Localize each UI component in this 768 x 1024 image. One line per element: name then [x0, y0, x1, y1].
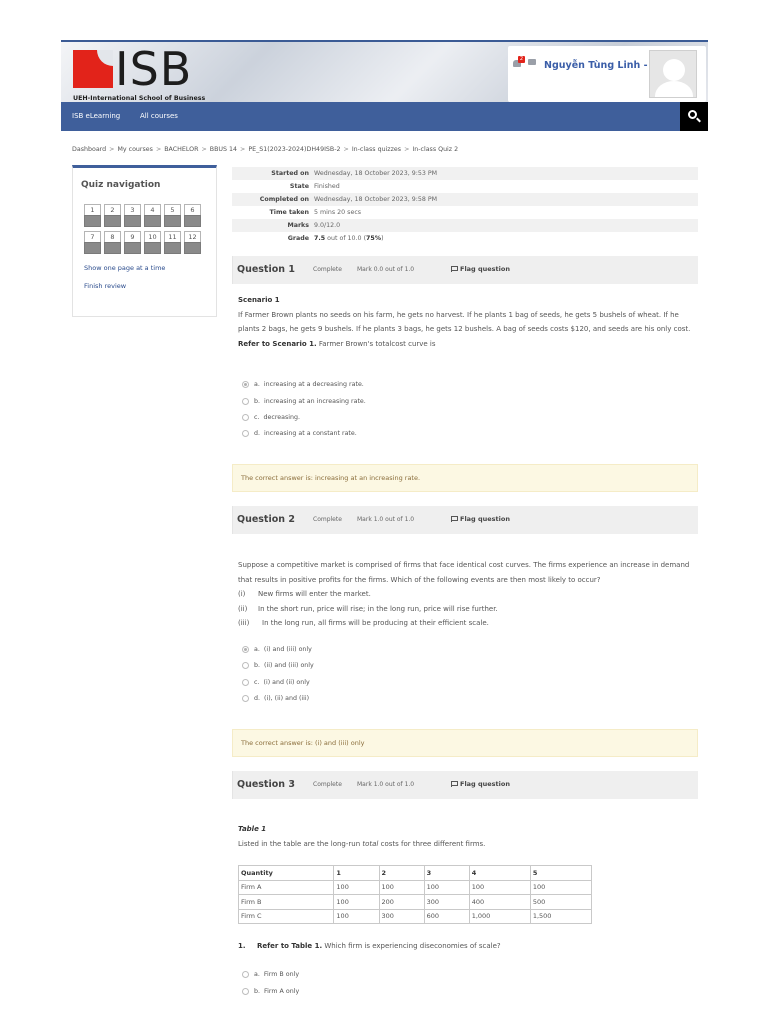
flag-question-button[interactable] [451, 780, 510, 788]
table-header-cell: 3 [424, 866, 469, 881]
summary-label: State [289, 183, 309, 190]
radio[interactable] [242, 695, 249, 702]
summary-row [232, 180, 698, 193]
question-number: 6 [184, 204, 201, 215]
option-text: increasing at a decreasing rate. [263, 381, 364, 388]
grade-value [314, 235, 384, 242]
option-text: (i), (ii) and (iii) [264, 695, 310, 702]
scenario-title: Scenario 1 [238, 296, 280, 304]
table-title: Table 1 [238, 825, 267, 833]
question-number: 1 [84, 204, 101, 215]
quiz-nav-question-10[interactable] [144, 231, 161, 255]
table-cell: 200 [379, 895, 424, 910]
question-state-text: Complete [313, 516, 342, 523]
table-intro-emphasis: total [362, 839, 379, 848]
flag-question-button[interactable] [451, 265, 510, 273]
isb-logo[interactable] [71, 42, 221, 102]
question-3-text [238, 822, 696, 851]
question-2-text [238, 558, 696, 631]
quiz-nav-question-4[interactable] [144, 204, 161, 228]
nav-all-courses[interactable]: All courses [140, 112, 178, 120]
prompt-number: 1. [238, 942, 246, 950]
quiz-nav-question-11[interactable] [164, 231, 181, 255]
statement-item [238, 602, 696, 617]
option-text: increasing at a constant rate. [264, 430, 357, 437]
breadcrumb-bbus[interactable]: BBUS 14 [209, 146, 238, 153]
option-letter: d. [254, 695, 260, 702]
grade-out-of: out of 10.0 ( [325, 235, 367, 242]
scenario-text: If Farmer Brown plants no seeds on his farm, he gets no harvest. If he plants 1 bag of seeds, he gets 5 bushels of wheat. If he plants 2 bags, he gets 9 bushels. If he plants 3 bags, he gets 12 bushels. A bag of seeds costs $120, and seeds are his only cost. [238, 310, 691, 333]
breadcrumb-bachelor[interactable]: BACHELOR [164, 146, 199, 153]
radio[interactable] [242, 679, 249, 686]
statement-number: (i) [238, 590, 246, 598]
question-state [124, 242, 141, 254]
question-state [84, 215, 101, 227]
flag-label: Flag question [460, 265, 510, 273]
table-cell: Firm B [239, 895, 334, 910]
correct-answer-feedback: The correct answer is: (i) and (iii) only [232, 729, 698, 757]
quiz-nav-question-5[interactable] [164, 204, 181, 228]
option-text: decreasing. [263, 414, 301, 421]
radio-selected[interactable] [242, 646, 249, 653]
summary-value: 9.0/12.0 [314, 222, 341, 229]
table-row [239, 895, 592, 910]
flag-icon [451, 516, 457, 522]
breadcrumb-dashboard[interactable]: Dashboard [72, 146, 107, 153]
option-letter: a. [254, 646, 260, 653]
question-state [144, 242, 161, 254]
radio[interactable] [242, 430, 249, 437]
avatar[interactable] [649, 50, 697, 98]
quiz-nav-question-8[interactable] [104, 231, 121, 255]
grade-percent: 75% [366, 235, 382, 242]
statement-item [238, 616, 696, 631]
nav-isb-elearning[interactable]: ISB eLearning [72, 112, 121, 120]
question-mark: Mark 0.0 out of 1.0 [357, 266, 415, 273]
statement-number: (ii) [238, 604, 248, 613]
question-title: Question 2 [237, 514, 295, 525]
table-header-row [239, 866, 592, 881]
table-cell: 100 [469, 880, 530, 895]
summary-row [232, 167, 698, 180]
table-cell: 100 [379, 880, 424, 895]
option-text: increasing at an increasing rate. [264, 398, 366, 405]
table-cell: 1,000 [469, 909, 530, 924]
option-text: (i) and (iii) only [263, 646, 312, 653]
breadcrumb-separator: > [109, 146, 115, 153]
correct-answer-feedback: The correct answer is: increasing at an increasing rate. [232, 464, 698, 492]
table-row [239, 880, 592, 895]
summary-label: Time taken [269, 209, 309, 216]
question-3-prompt [238, 939, 696, 954]
statement-text: In the short run, price will rise; in the long run, price will rise further. [258, 604, 498, 613]
question-number: 12 [184, 231, 201, 242]
quiz-nav-question-1[interactable] [84, 204, 101, 228]
prompt-text: Farmer Brown's totalcost curve is [316, 339, 436, 348]
question-number: 3 [124, 204, 141, 215]
breadcrumb-course[interactable]: PE_S1(2023-2024)DH49ISB-2 [248, 146, 341, 153]
question-state-text: Complete [313, 781, 342, 788]
statement-item [238, 587, 696, 602]
answer-option[interactable] [242, 414, 300, 421]
option-letter: b. [254, 988, 260, 995]
table-intro-part: costs for three different firms. [378, 839, 486, 848]
table-header-cell: 4 [469, 866, 530, 881]
user-menu[interactable] [508, 46, 706, 102]
search-icon[interactable] [680, 102, 708, 131]
option-letter: a. [254, 381, 260, 388]
quiz-nav-question-9[interactable] [124, 231, 141, 255]
main-nav [61, 102, 708, 131]
finish-review-link[interactable]: Finish review [84, 282, 127, 290]
summary-label: Marks [287, 222, 309, 229]
summary-row [232, 193, 698, 206]
question-state [164, 242, 181, 254]
question-number: 8 [104, 231, 121, 242]
summary-label: Completed on [259, 196, 309, 203]
answer-option[interactable] [242, 662, 314, 669]
quiz-nav-question-2[interactable] [104, 204, 121, 228]
breadcrumb-quiz[interactable]: In-class Quiz 2 [412, 146, 459, 153]
breadcrumb-separator: > [155, 146, 162, 153]
question-title: Question 3 [237, 779, 295, 790]
summary-value: Finished [314, 183, 340, 190]
breadcrumb [72, 146, 458, 153]
logo-subtitle: UEH-International School of Business [73, 95, 206, 102]
site-header [61, 40, 708, 102]
option-text: Firm B only [263, 971, 300, 978]
prompt-reference: Refer to Scenario 1. [238, 339, 317, 348]
flag-label: Flag question [460, 780, 510, 788]
attempt-summary [232, 167, 698, 245]
statement-text: New firms will enter the market. [258, 590, 371, 598]
search-handle [696, 118, 701, 123]
question-state-text: Complete [313, 266, 342, 273]
table-header-cell: 1 [334, 866, 379, 881]
question-number: 10 [144, 231, 161, 242]
breadcrumb-separator: > [343, 146, 349, 153]
table-cell: 100 [424, 880, 469, 895]
summary-row [232, 219, 698, 232]
option-letter: c. [254, 679, 260, 686]
option-text: Firm A only [264, 988, 300, 995]
summary-value: Wednesday, 18 October 2023, 9:53 PM [314, 170, 438, 177]
summary-value: Wednesday, 18 October 2023, 9:58 PM [314, 196, 438, 203]
avatar-body [655, 81, 693, 98]
question-mark: Mark 1.0 out of 1.0 [357, 781, 415, 788]
option-letter: d. [254, 430, 260, 437]
quiz-navigation-block [72, 165, 217, 317]
flag-label: Flag question [460, 515, 510, 523]
question-number: 11 [164, 231, 181, 242]
summary-value: 5 mins 20 secs [314, 209, 362, 216]
table-cell: 300 [424, 895, 469, 910]
table-row [239, 909, 592, 924]
table-cell: Firm A [239, 880, 334, 895]
breadcrumb-quizzes[interactable]: In-class quizzes [351, 146, 402, 153]
question-1-header [232, 256, 698, 284]
table-cell: 500 [530, 895, 591, 910]
breadcrumb-separator: > [240, 146, 246, 153]
question-number: 2 [104, 204, 121, 215]
avatar-head [663, 59, 685, 81]
grade-close: ) [381, 235, 384, 242]
radio-selected[interactable] [242, 381, 249, 388]
radio[interactable] [242, 988, 249, 995]
table-header-cell: Quantity [239, 866, 334, 881]
table-intro [238, 837, 696, 852]
summary-label: Grade [287, 235, 309, 242]
quiz-nav-question-3[interactable] [124, 204, 141, 228]
question-2-header [232, 506, 698, 534]
question-state [184, 242, 201, 254]
logo-text: ISB [115, 42, 193, 96]
question-state [144, 215, 161, 227]
table-intro-part: Listed in the table are the long-run [238, 839, 363, 848]
summary-label: Started on [271, 170, 309, 177]
answer-option[interactable] [242, 679, 310, 686]
option-letter: b. [254, 662, 260, 669]
prompt-text: Which firm is experiencing diseconomies of scale? [322, 942, 501, 950]
answer-option[interactable] [242, 398, 366, 405]
question-state [104, 215, 121, 227]
table-cell: 1,500 [530, 909, 591, 924]
answer-option[interactable] [242, 381, 364, 388]
notification-bell-icon[interactable] [513, 58, 527, 68]
table-cell: Firm C [239, 909, 334, 924]
table-cell: 100 [334, 895, 379, 910]
question-3-header [232, 771, 698, 799]
flag-question-button[interactable] [451, 515, 510, 523]
answer-option[interactable] [242, 646, 312, 653]
statement-number: (iii) [238, 619, 250, 627]
prompt-reference: Refer to Table 1. [257, 942, 323, 950]
answer-option[interactable] [242, 695, 309, 702]
breadcrumb-separator: > [404, 146, 410, 153]
option-text: (ii) and (iii) only [264, 662, 314, 669]
question-state [104, 242, 121, 254]
cost-table [238, 865, 592, 924]
table-cell: 100 [334, 909, 379, 924]
question-state [164, 215, 181, 227]
radio[interactable] [242, 398, 249, 405]
answer-option[interactable] [242, 971, 299, 978]
radio[interactable] [242, 414, 249, 421]
table-cell: 600 [424, 909, 469, 924]
question-1-text [238, 293, 696, 351]
user-name[interactable]: Nguyễn Tùng Linh - [544, 60, 648, 71]
table-cell: 100 [530, 880, 591, 895]
radio[interactable] [242, 971, 249, 978]
message-icon[interactable] [528, 59, 536, 65]
table-header-cell: 5 [530, 866, 591, 881]
table-cell: 100 [334, 880, 379, 895]
table-cell: 300 [379, 909, 424, 924]
quiz-nav-question-12[interactable] [184, 231, 201, 255]
question-title: Question 1 [237, 264, 295, 275]
summary-row [232, 206, 698, 219]
statement-text: In the long run, all firms will be producing at their efficient scale. [262, 619, 489, 627]
question-state [84, 242, 101, 254]
radio[interactable] [242, 662, 249, 669]
option-text: (i) and (ii) only [263, 679, 310, 686]
show-one-page-link[interactable]: Show one page at a time [84, 264, 166, 272]
question-state [184, 215, 201, 227]
option-letter: c. [254, 414, 260, 421]
table-header-cell: 2 [379, 866, 424, 881]
answer-option[interactable] [242, 430, 357, 437]
quiz-nav-question-6[interactable] [184, 204, 201, 228]
grade-score: 7.5 [314, 235, 326, 242]
question-mark: Mark 1.0 out of 1.0 [357, 516, 415, 523]
flag-icon [451, 781, 457, 787]
question-number: 7 [84, 231, 101, 242]
option-letter: b. [254, 398, 260, 405]
quiz-nav-question-7[interactable] [84, 231, 101, 255]
question-state [124, 215, 141, 227]
breadcrumb-my-courses[interactable]: My courses [117, 146, 153, 153]
quiz-navigation-title: Quiz navigation [81, 180, 161, 190]
question-prompt [238, 337, 696, 352]
question-number: 4 [144, 204, 161, 215]
flag-icon [451, 266, 457, 272]
question-body: Suppose a competitive market is comprised of firms that face identical cost curves. The firms experience an increase in demand that results in positive profits for the firms. Which of the following events are then most likely to occur? [238, 561, 690, 584]
option-letter: a. [254, 971, 260, 978]
breadcrumb-separator: > [201, 146, 207, 153]
answer-option[interactable] [242, 988, 299, 995]
question-number: 9 [124, 231, 141, 242]
summary-row [232, 232, 698, 245]
question-number: 5 [164, 204, 181, 215]
table-cell: 400 [469, 895, 530, 910]
notification-badge: 2 [519, 56, 524, 62]
